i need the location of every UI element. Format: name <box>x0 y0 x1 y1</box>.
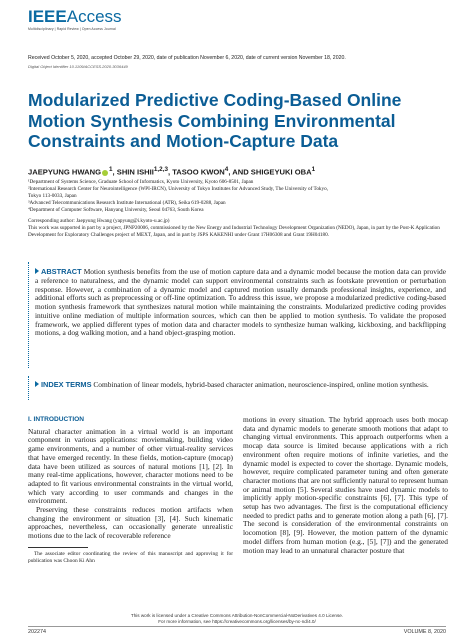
journal-tagline: Multidisciplinary | Rapid Review | Open Access Journal <box>28 27 116 31</box>
abstract <box>35 268 446 338</box>
triangle-marker-icon <box>35 268 39 274</box>
author-name: , SHIN ISHII <box>112 167 154 177</box>
editor-footnote: The associate editor coordinating the review of this manuscript and approving it for publication was Choon Ki Ahn <box>28 550 233 564</box>
author-list <box>28 166 448 177</box>
affiliation-line: ²International Research Center for Neurointelligence (WPI-IRCN), University of Tokyo Institutes for Advanced Study, The University of Tokyo, <box>28 185 328 192</box>
index-terms-text: Combination of linear models, hybrid-based character animation, neuroscience-inspired, online motion synthesis. <box>93 380 429 389</box>
paragraph: motions in every situation. The hybrid approach uses both mocap data and dynamic models to generate smooth motions that adapt to changing virtual environments. This approach outperforms when a mocap data source is limited because applications with a rich environment often require motions of infinite varieties, and the dynamic model is expected to cover the shortage. Dynamic models, however, require complicated parameter tuning and often generate character motions that are not sufficiently natural to represent human or animal motion [5]. Several studies have used dynamic models to implicitly apply motion-specific constraints [6], [7]. This type of setup has two advantages. The first is the computational efficiency needed to predict paths and to generate motion along a path [6], [7]. The second is consideration of the environmental constraints on locomotion [8], [9]. However, the motion pattern of the dynamic model differs from human motion (e.g., [5], [7]) and the generated motion may lead to an unnatural character posture that <box>243 415 448 555</box>
abstract-label: ABSTRACT <box>41 267 82 276</box>
journal-header <box>28 8 122 31</box>
paper-title: Modularized Predictive Coding-Based Online Motion Synthesis Combining Environmental Constraints and Motion-Capture Data <box>28 90 402 151</box>
license-line: This work is licensed under a Creative Commons Attribution-NonCommercial-NoDerivatives 4.0 License. <box>130 613 344 618</box>
affiliation-line: Tokyo 113-0033, Japan <box>28 192 77 199</box>
index-terms <box>35 381 446 390</box>
right-column <box>243 416 448 555</box>
left-column <box>28 416 233 565</box>
author-name: , TASOO KWON <box>167 167 225 177</box>
author-name: , AND SHIGEYUKI OBA <box>228 167 312 177</box>
publication-dates: Received October 5, 2020, accepted October 29, 2020, date of publication November 6, 2020, date of current version November 18, 2020. <box>28 55 346 61</box>
author-affil-sup: 1 <box>109 166 113 173</box>
brand-access: Access <box>66 7 122 26</box>
author-affil-sup: 4 <box>224 166 229 173</box>
abstract-text: Motion synthesis benefits from the use of motion capture data and a dynamic model because the motion data can provide a reference to naturalness, and the dynamic model can support environmental constraints such as footskate prevention or perturbation response. However, a combination of a dynamic model and captured motion usually demands professional insights, experience, and additional efforts such as preprocessing or off-line optimization. To address this issue, we propose a modularized predictive coding-based motion synthesis framework that synthesizes natural motion while maintaining the constraints. Modularized predictive coding provides intuitive online mediation of multiple information sources, which can then be applied to motion synthesis. To validate the proposed framework, we applied different types of motion data and character models to synthesize human walking, kickboxing, and backflipping motions, a dog walking motion, and a hand object-grasping motion. <box>35 267 446 338</box>
index-terms-side-rule <box>28 376 29 400</box>
corresponding-author: Corresponding author: Jaepyung Hwang (yapyung@i.kyoto-u.ac.jp) <box>28 217 170 224</box>
brand-ieee: IEEE <box>28 7 67 26</box>
journal-logo <box>28 8 122 26</box>
footnote-rule <box>28 547 88 548</box>
orcid-icon[interactable] <box>102 170 108 176</box>
author-name: JAEPYUNG HWANG <box>28 167 101 177</box>
affiliation-line: ¹Department of Systems Science, Graduate School of Informatics, Kyoto University, Kyoto 606-8501, Japan <box>28 179 254 185</box>
triangle-marker-icon <box>35 381 39 387</box>
author-affil-sup: 1,2,3 <box>153 166 168 173</box>
affiliations <box>28 179 448 224</box>
abstract-side-rule <box>28 262 29 368</box>
doi: Digital Object Identifier 10.1109/ACCESS.2020.3036449 <box>28 64 128 69</box>
author-affil-sup: 1 <box>311 166 316 173</box>
index-terms-label: INDEX TERMS <box>41 380 92 389</box>
funding-statement: This work was supported in part by a project, JPNP20006, commissioned by the New Energy and Industrial Technology Development Organization (NEDO), Japan, in part by the Post-K Application Development for Exploratory Challenges project of MEXT, Japan, and in part by JSPS KAKENHI under Grant 17H06308 and Grant 19H04180. <box>28 225 440 238</box>
page-number: 202274 <box>28 629 46 635</box>
volume-label: VOLUME 8, 2020 <box>403 629 446 635</box>
affiliation-line: ⁴Department of Computer Software, Hanyang University, Seoul 04763, South Korea <box>28 206 204 213</box>
affiliation-line: ³Advanced Telecommunications Research Institute International (ATR), Seika 619-0288, Japan <box>28 199 226 206</box>
license-notice <box>0 613 474 625</box>
paragraph: Preserving these constraints reduces motion artifacts when changing the environment or situation [3], [4]. Such kinematic approaches, nevertheless, can occasionally generate unrealistic motions due to the lack of recoverable reference <box>28 505 233 541</box>
footer-rule <box>28 626 446 627</box>
license-link[interactable]: For more information, see https://creativecommons.org/licenses/by-nc-nd/4.0/ <box>158 619 316 624</box>
section-heading: I. INTRODUCTION <box>28 416 85 423</box>
paragraph: Natural character animation in a virtual world is an important component in various applications: moviemaking, building video game environments, and a number of other virtual-reality services that have emerged recently. In these fields, motion-capture (mocap) data have been utilized as sources of natural motions [1], [2]. In many real-time applications, however, character motions need to be adapted to fit various environmental constraints in the virtual world, which vary according to user commands and changes in the environment. <box>28 426 233 506</box>
